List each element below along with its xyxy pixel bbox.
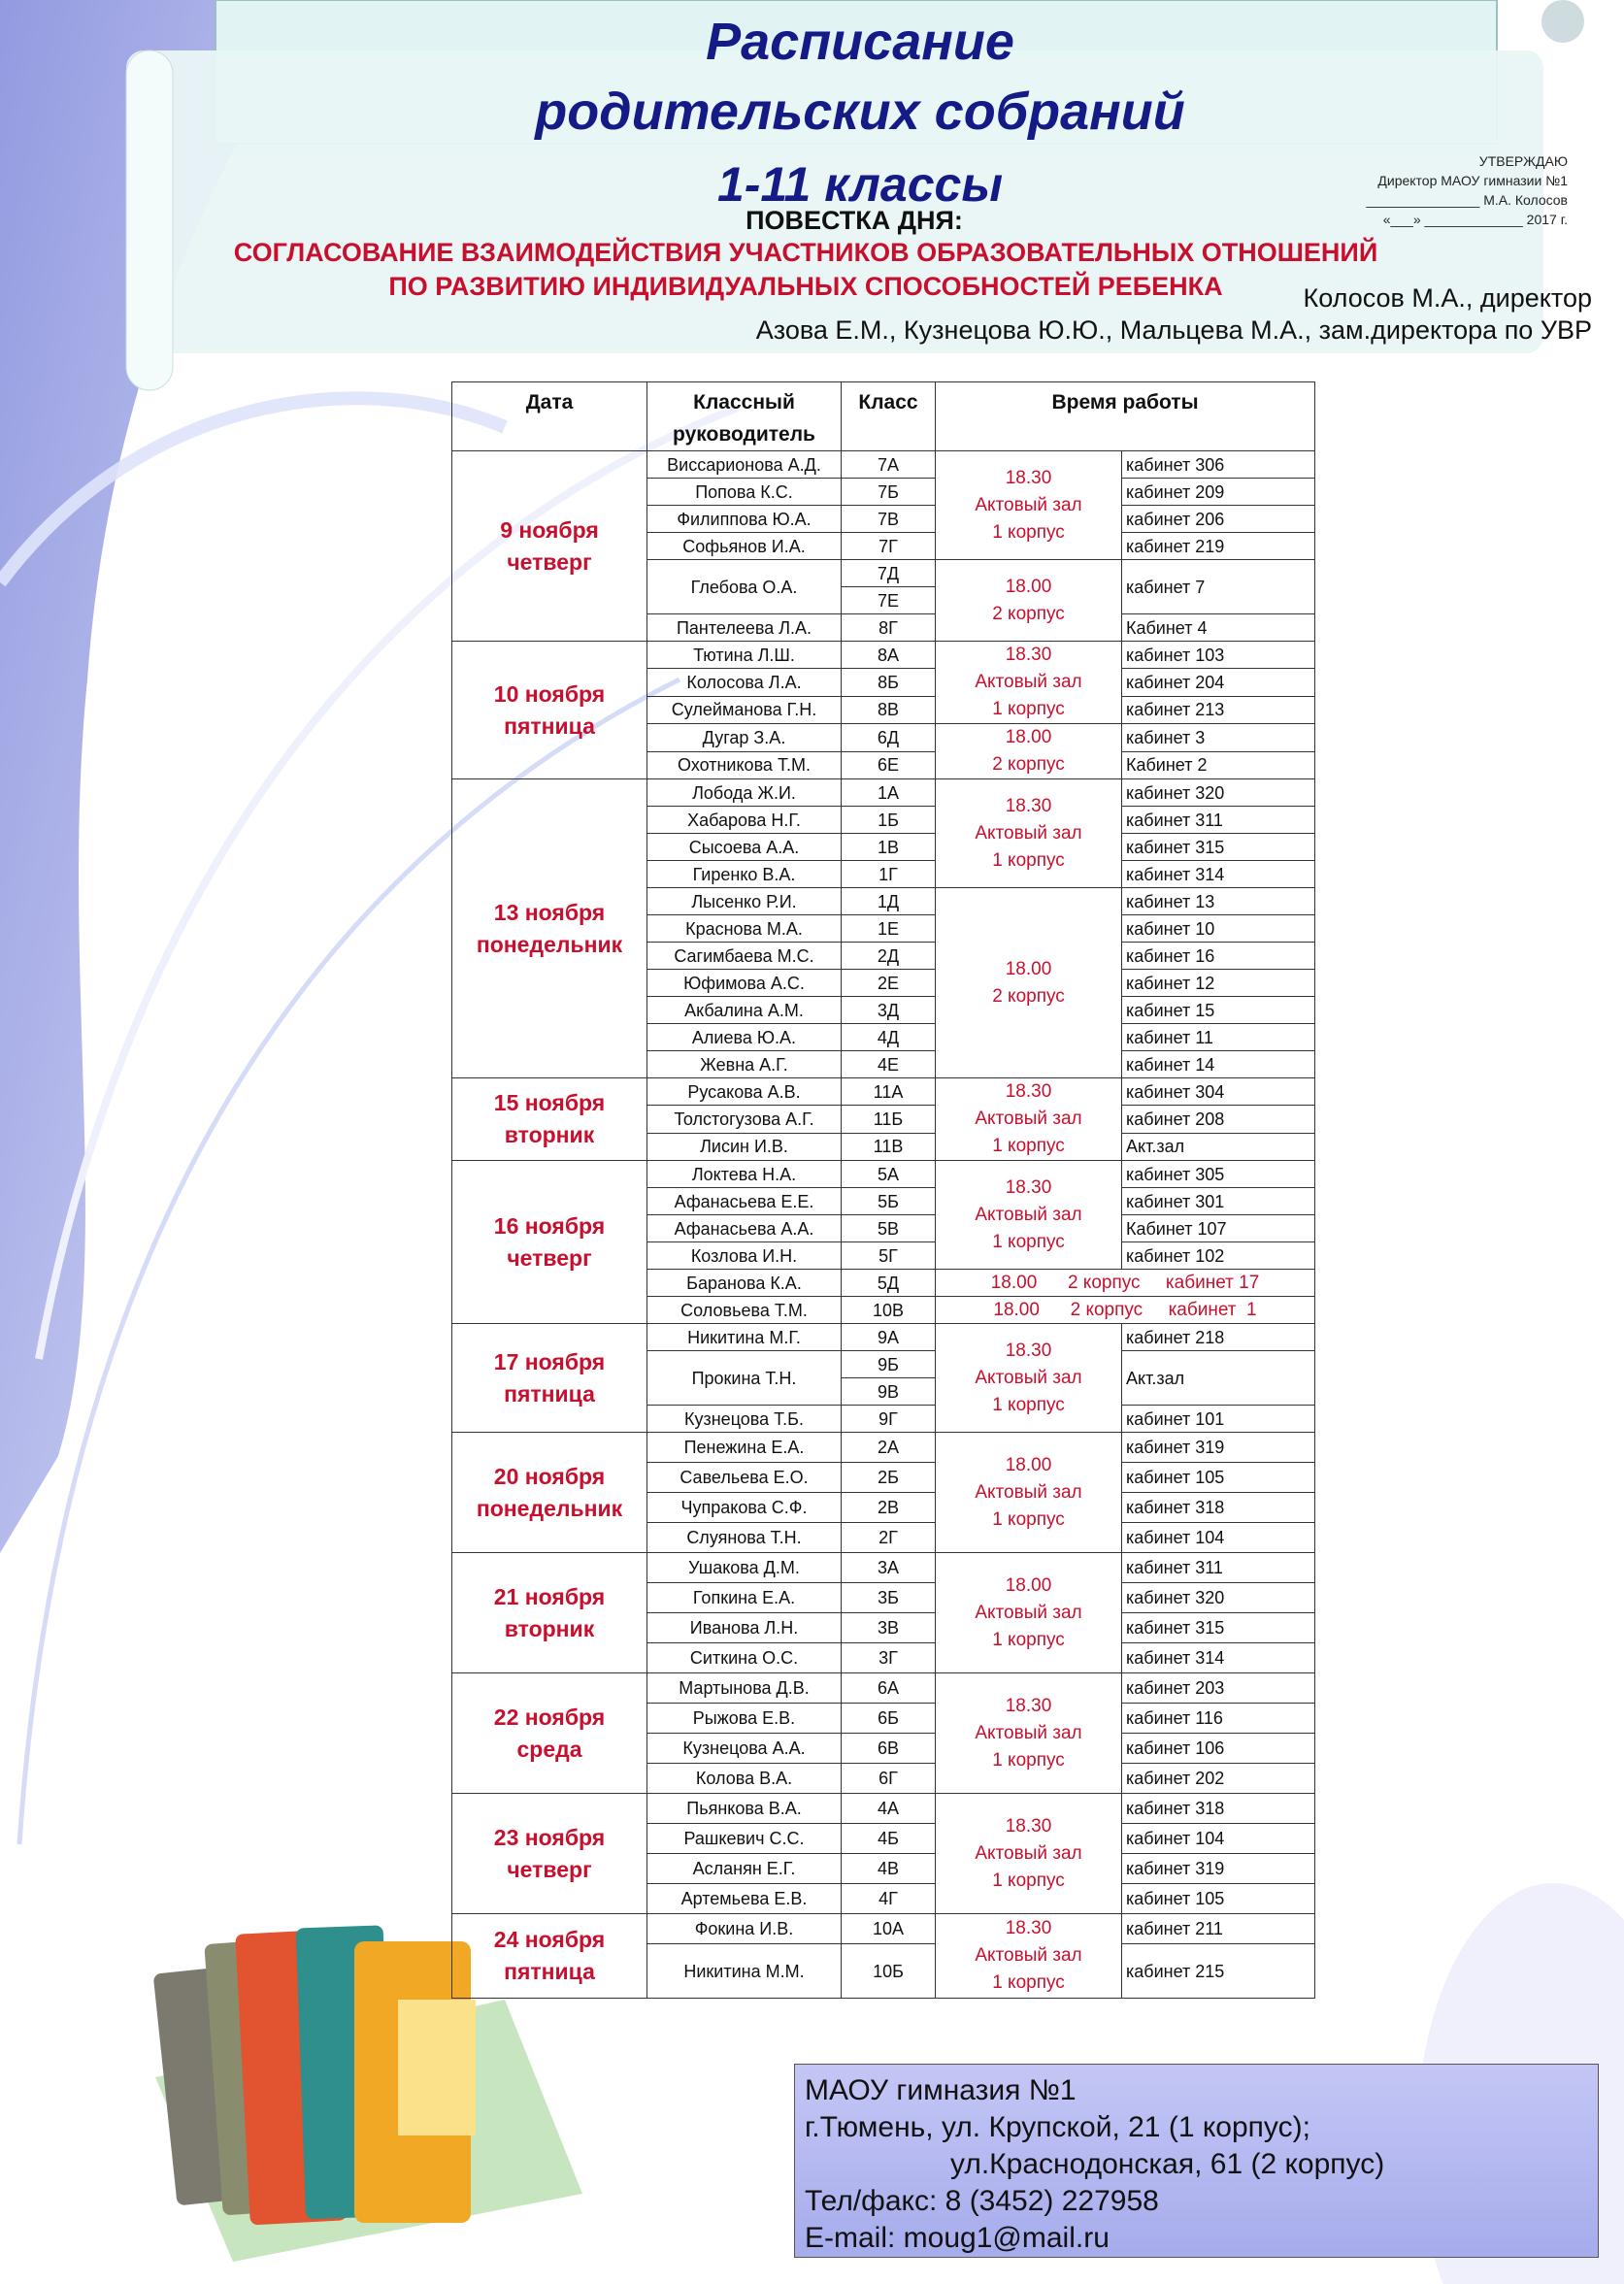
class-cell: 5Г: [842, 1242, 936, 1270]
time-line: Актовый зал: [975, 822, 1082, 844]
time-cell: [936, 451, 1122, 560]
teacher-cell: Артемьева Е.В.: [647, 1884, 842, 1914]
time-line: Актовый зал: [975, 1945, 1082, 1966]
class-cell: 3Г: [842, 1643, 936, 1673]
date-cell: [452, 1161, 647, 1324]
room-cell: Кабинет 2: [1122, 751, 1315, 779]
room-cell: кабинет 318: [1122, 1493, 1315, 1523]
time-line: 18.30: [1005, 1176, 1052, 1198]
weekday-text: понедельник: [476, 1495, 623, 1521]
date-cell: [452, 1324, 647, 1433]
date-text: 13 ноября: [493, 899, 606, 925]
date-cell: [452, 1673, 647, 1794]
header-date: Дата: [452, 382, 647, 451]
time-line: 1 корпус: [992, 699, 1065, 719]
room-cell: кабинет 101: [1122, 1406, 1315, 1433]
address-line-1: г.Тюмень, ул. Крупской, 21 (1 корпус);: [805, 2111, 1310, 2143]
weekday-text: четверг: [507, 548, 592, 575]
class-cell: 11Б: [842, 1106, 936, 1133]
room-cell: кабинет 320: [1122, 1583, 1315, 1613]
title-line-3: 1-11 классы: [716, 157, 1004, 212]
date-text: 15 ноября: [493, 1090, 606, 1115]
room-cell: кабинет 218: [1122, 1324, 1315, 1351]
class-cell: 6А: [842, 1673, 936, 1704]
weekday-text: пятница: [504, 1959, 595, 1984]
approval-line-2: Директор МАОУ гимназии №1: [1377, 173, 1568, 188]
time-line: 2 корпус: [992, 754, 1065, 775]
room-cell: кабинет 105: [1122, 1884, 1315, 1914]
class-cell: 6Г: [842, 1764, 936, 1794]
table-row: [452, 1794, 1315, 1824]
room-cell: кабинет 311: [1122, 807, 1315, 834]
room-cell: кабинет 314: [1122, 1643, 1315, 1673]
class-cell: 4А: [842, 1794, 936, 1824]
class-cell: 7Д: [842, 560, 936, 587]
class-cell: 1Е: [842, 915, 936, 943]
class-cell: 7Г: [842, 533, 936, 560]
teacher-cell: Тютина Л.Ш.: [647, 642, 842, 669]
date-text: 22 ноября: [493, 1704, 606, 1730]
approval-line-1: УТВЕРЖДАЮ: [1478, 153, 1568, 169]
table-row: [452, 779, 1315, 807]
date-text: 21 ноября: [493, 1583, 606, 1609]
class-cell: 3Б: [842, 1583, 936, 1613]
teacher-cell: Савельева Е.О.: [647, 1463, 842, 1493]
weekday-text: вторник: [504, 1615, 595, 1641]
class-cell: 1Б: [842, 807, 936, 834]
class-cell: 2Е: [842, 970, 936, 997]
teacher-cell: Филиппова Ю.А.: [647, 506, 842, 533]
class-cell: 8А: [842, 642, 936, 669]
contact-info-box: [794, 2064, 1599, 2258]
teacher-cell: Никитина М.М.: [647, 1944, 842, 1999]
speaker-director: Колосов М.А., директор: [1303, 283, 1592, 313]
room-cell: кабинет 202: [1122, 1764, 1315, 1794]
teacher-cell: Соловьева Т.М.: [647, 1297, 842, 1324]
room-cell: кабинет 103: [1122, 642, 1315, 669]
room-cell: кабинет 11: [1122, 1024, 1315, 1051]
time-line: Актовый зал: [975, 1722, 1082, 1743]
room-cell: кабинет 12: [1122, 970, 1315, 997]
time-line: 18.30: [1005, 1918, 1052, 1938]
time-line: 2 корпус: [992, 603, 1065, 624]
class-cell: 4Д: [842, 1024, 936, 1051]
teacher-cell: Иванова Л.Н.: [647, 1613, 842, 1643]
date-cell: [452, 1914, 647, 1999]
time-cell: [936, 779, 1122, 888]
table-row: [452, 1324, 1315, 1351]
time-line: 18.30: [1005, 1695, 1052, 1716]
weekday-text: пятница: [504, 712, 595, 739]
date-cell: [452, 642, 647, 779]
teacher-cell: Гопкина Е.А.: [647, 1583, 842, 1613]
teacher-cell: Акбалина А.М.: [647, 997, 842, 1024]
time-cell: [936, 1673, 1122, 1794]
time-line: 1 корпус: [992, 521, 1065, 543]
time-cell: [936, 1433, 1122, 1553]
time-line: 18.30: [1005, 645, 1052, 665]
room-cell: Кабинет 107: [1122, 1215, 1315, 1242]
room-cell: кабинет 213: [1122, 696, 1315, 723]
org-name: МАОУ гимназия №1: [805, 2074, 1077, 2106]
teacher-cell: Попова К.С.: [647, 479, 842, 506]
time-cell: [936, 1324, 1122, 1433]
class-cell: 9В: [842, 1378, 936, 1406]
time-line: Актовый зал: [975, 1602, 1082, 1623]
inline-time-cell: 18.00 2 корпус кабинет 17: [936, 1270, 1315, 1297]
time-line: 1 корпус: [992, 1394, 1065, 1415]
room-cell: кабинет 306: [1122, 451, 1315, 479]
teacher-cell: Козлова И.Н.: [647, 1242, 842, 1270]
class-cell: 6Б: [842, 1704, 936, 1734]
teacher-cell: Ситкина О.С.: [647, 1643, 842, 1673]
teacher-cell: Толстогузова А.Г.: [647, 1106, 842, 1133]
class-cell: 10А: [842, 1914, 936, 1944]
date-text: 9 ноября: [500, 516, 599, 543]
room-cell: кабинет 15: [1122, 997, 1315, 1024]
time-line: 1 корпус: [992, 849, 1065, 871]
room-cell: кабинет 305: [1122, 1161, 1315, 1188]
teacher-cell: Ушакова Д.М.: [647, 1553, 842, 1583]
date-text: 10 ноября: [493, 680, 606, 707]
time-cell: [936, 1161, 1122, 1270]
class-cell: 4Е: [842, 1051, 936, 1078]
time-line: 18.30: [1005, 1815, 1052, 1837]
class-cell: 1А: [842, 779, 936, 807]
approval-line-3: _______________ М.А. Колосов: [1366, 192, 1568, 208]
time-cell: [936, 1553, 1122, 1673]
room-cell: кабинет 206: [1122, 506, 1315, 533]
time-line: 2 корпус: [992, 985, 1065, 1007]
teacher-cell: Сысоева А.А.: [647, 834, 842, 861]
room-cell: кабинет 304: [1122, 1078, 1315, 1106]
room-cell: кабинет 203: [1122, 1673, 1315, 1704]
weekday-text: четверг: [507, 1856, 592, 1882]
table-row: [452, 1161, 1315, 1188]
approval-line-4: «___» _____________ 2017 г.: [1382, 212, 1568, 227]
title-line-1: Расписание: [706, 13, 1014, 71]
table-row: [452, 642, 1315, 669]
table-row: [452, 1914, 1315, 1944]
room-cell: кабинет 314: [1122, 861, 1315, 888]
inline-time-cell: 18.00 2 корпус кабинет 1: [936, 1297, 1315, 1324]
date-cell: [452, 451, 647, 642]
date-cell: [452, 1553, 647, 1673]
phone: Тел/факс: 8 (3452) 227958: [805, 2185, 1159, 2217]
time-cell: [936, 724, 1122, 779]
time-line: 18.30: [1005, 467, 1052, 488]
class-cell: 2Б: [842, 1463, 936, 1493]
teacher-cell: Прокина Т.Н.: [647, 1351, 842, 1406]
time-line: 18.00: [1005, 958, 1052, 979]
date-cell: [452, 1433, 647, 1553]
class-cell: 7Е: [842, 587, 936, 614]
approval-block: [1291, 151, 1568, 229]
teacher-cell: Лисин И.В.: [647, 1133, 842, 1160]
date-text: 24 ноября: [493, 1927, 606, 1952]
table-row: [452, 451, 1315, 479]
class-cell: 5В: [842, 1215, 936, 1242]
teacher-cell: Афанасьева А.А.: [647, 1215, 842, 1242]
class-cell: 1Г: [842, 861, 936, 888]
weekday-text: пятница: [504, 1380, 595, 1407]
date-text: 17 ноября: [493, 1348, 606, 1374]
teacher-cell: Пантелеева Л.А.: [647, 614, 842, 642]
class-cell: 5Б: [842, 1188, 936, 1215]
speaker-deputies: Азова Е.М., Кузнецова Ю.Ю., Мальцева М.А., зам.директора по УВР: [755, 315, 1592, 345]
time-line: 1 корпус: [992, 1136, 1065, 1156]
time-line: Актовый зал: [975, 1204, 1082, 1225]
room-cell: кабинет 116: [1122, 1704, 1315, 1734]
room-cell: кабинет 208: [1122, 1106, 1315, 1133]
teacher-cell: Асланян Е.Г.: [647, 1854, 842, 1884]
email: E-mail: moug1@mail.ru: [805, 2222, 1110, 2254]
teacher-cell: Русакова А.В.: [647, 1078, 842, 1106]
class-cell: 1Д: [842, 888, 936, 915]
teacher-cell: Слуянова Т.Н.: [647, 1523, 842, 1553]
class-cell: 7А: [842, 451, 936, 479]
teacher-cell: Виссарионова А.Д.: [647, 451, 842, 479]
class-cell: 11В: [842, 1133, 936, 1160]
teacher-cell: Алиева Ю.А.: [647, 1024, 842, 1051]
time-cell: [936, 888, 1122, 1078]
date-text: 20 ноября: [493, 1463, 606, 1489]
agenda-line-2: ПО РАЗВИТИЮ ИНДИВИДУАЛЬНЫХ СПОСОБНОСТЕЙ РЕБЕНКА: [388, 272, 1223, 301]
time-line: Актовый зал: [975, 1842, 1082, 1864]
time-line: Актовый зал: [975, 1109, 1082, 1129]
time-line: 1 корпус: [992, 1972, 1065, 1993]
time-line: 18.00: [1005, 1454, 1052, 1475]
room-cell: кабинет 105: [1122, 1463, 1315, 1493]
class-cell: 3Д: [842, 997, 936, 1024]
room-cell: кабинет 14: [1122, 1051, 1315, 1078]
time-line: Актовый зал: [975, 494, 1082, 515]
room-cell: кабинет 315: [1122, 1613, 1315, 1643]
teacher-cell: Локтева Н.А.: [647, 1161, 842, 1188]
room-cell: кабинет 209: [1122, 479, 1315, 506]
schedule-table: [451, 381, 1315, 1999]
class-cell: 6В: [842, 1734, 936, 1764]
teacher-cell: Рашкевич С.С.: [647, 1824, 842, 1854]
class-cell: 7Б: [842, 479, 936, 506]
time-cell: [936, 642, 1122, 724]
class-cell: 11А: [842, 1078, 936, 1106]
time-line: 1 корпус: [992, 1231, 1065, 1252]
teacher-cell: Лысенко Р.И.: [647, 888, 842, 915]
room-cell: кабинет 219: [1122, 533, 1315, 560]
header-time: Время работы: [936, 382, 1315, 451]
teacher-cell: Лобода Ж.И.: [647, 779, 842, 807]
table-row: [452, 1673, 1315, 1704]
teacher-cell: Юфимова А.С.: [647, 970, 842, 997]
room-cell: кабинет 16: [1122, 943, 1315, 970]
header-class: Класс: [842, 382, 936, 451]
time-cell: [936, 1914, 1122, 1999]
class-cell: 2В: [842, 1493, 936, 1523]
time-line: 18.00: [1005, 727, 1052, 747]
time-line: Актовый зал: [975, 672, 1082, 692]
header-teacher: Классный руководитель: [647, 382, 842, 451]
address-line-2: ул.Краснодонская, 61 (2 корпус): [950, 2148, 1385, 2180]
date-cell: [452, 1794, 647, 1914]
room-cell: кабинет 10: [1122, 915, 1315, 943]
time-cell: [936, 560, 1122, 642]
room-cell: Кабинет 4: [1122, 614, 1315, 642]
teacher-cell: Пенежина Е.А.: [647, 1433, 842, 1463]
agenda-line-1: СОГЛАСОВАНИЕ ВЗАИМОДЕЙСТВИЯ УЧАСТНИКОВ ОБРАЗОВАТЕЛЬНЫХ ОТНОШЕНИЙ: [233, 238, 1378, 267]
time-line: 1 корпус: [992, 1870, 1065, 1891]
room-cell: кабинет 7: [1122, 560, 1315, 614]
teacher-cell: Сагимбаева М.С.: [647, 943, 842, 970]
class-cell: 8Б: [842, 669, 936, 696]
time-line: 1 корпус: [992, 1749, 1065, 1771]
teacher-cell: Рыжова Е.В.: [647, 1704, 842, 1734]
room-cell: кабинет 215: [1122, 1944, 1315, 1999]
teacher-cell: Гиренко В.А.: [647, 861, 842, 888]
weekday-text: четверг: [507, 1244, 592, 1271]
class-cell: 10В: [842, 1297, 936, 1324]
class-cell: 2Г: [842, 1523, 936, 1553]
room-cell: кабинет 315: [1122, 834, 1315, 861]
class-cell: 3А: [842, 1553, 936, 1583]
teacher-cell: Софьянов И.А.: [647, 533, 842, 560]
teacher-cell: Краснова М.А.: [647, 915, 842, 943]
room-cell: кабинет 319: [1122, 1433, 1315, 1463]
teacher-cell: Баранова К.А.: [647, 1270, 842, 1297]
room-cell: кабинет 106: [1122, 1734, 1315, 1764]
date-text: 16 ноября: [493, 1212, 606, 1239]
teacher-cell: Дугар З.А.: [647, 724, 842, 752]
class-cell: 8Г: [842, 614, 936, 642]
time-line: 18.30: [1005, 795, 1052, 816]
table-row: [452, 1433, 1315, 1463]
teacher-cell: Кузнецова А.А.: [647, 1734, 842, 1764]
title-line-2: родительских собраний: [535, 83, 1185, 141]
teacher-cell: Сулейманова Г.Н.: [647, 696, 842, 723]
class-cell: 7В: [842, 506, 936, 533]
teacher-cell: Жевна А.Г.: [647, 1051, 842, 1078]
time-line: 18.30: [1005, 1340, 1052, 1361]
class-cell: 3В: [842, 1613, 936, 1643]
time-cell: [936, 1078, 1122, 1161]
class-cell: 6Е: [842, 751, 936, 779]
class-cell: 9А: [842, 1324, 936, 1351]
table-row: [452, 1078, 1315, 1106]
time-cell: [936, 1794, 1122, 1914]
class-cell: 1В: [842, 834, 936, 861]
weekday-text: вторник: [504, 1122, 595, 1147]
weekday-text: среда: [516, 1736, 582, 1762]
room-cell: Акт.зал: [1122, 1351, 1315, 1406]
class-cell: 8В: [842, 696, 936, 723]
time-line: 1 корпус: [992, 1508, 1065, 1530]
room-cell: кабинет 104: [1122, 1523, 1315, 1553]
class-cell: 2А: [842, 1433, 936, 1463]
date-cell: [452, 779, 647, 1078]
class-cell: 5Д: [842, 1270, 936, 1297]
time-line: Актовый зал: [975, 1367, 1082, 1388]
date-cell: [452, 1078, 647, 1161]
teacher-cell: Колова В.А.: [647, 1764, 842, 1794]
time-line: 18.00: [1005, 1574, 1052, 1596]
teacher-cell: Фокина И.В.: [647, 1914, 842, 1944]
room-cell: кабинет 13: [1122, 888, 1315, 915]
room-cell: кабинет 301: [1122, 1188, 1315, 1215]
room-cell: кабинет 204: [1122, 669, 1315, 696]
time-line: 18.30: [1005, 1081, 1052, 1102]
class-cell: 4В: [842, 1854, 936, 1884]
class-cell: 4Г: [842, 1884, 936, 1914]
teacher-cell: Глебова О.А.: [647, 560, 842, 614]
teacher-cell: Колосова Л.А.: [647, 669, 842, 696]
class-cell: 9Г: [842, 1406, 936, 1433]
teacher-cell: Никитина М.Г.: [647, 1324, 842, 1351]
time-line: 18.00: [1005, 576, 1052, 597]
room-cell: кабинет 211: [1122, 1914, 1315, 1944]
teacher-cell: Пьянкова В.А.: [647, 1794, 842, 1824]
teacher-cell: Афанасьева Е.Е.: [647, 1188, 842, 1215]
agenda-label: ПОВЕСТКА ДНЯ:: [746, 206, 963, 235]
date-text: 23 ноября: [493, 1824, 606, 1850]
room-cell: кабинет 3: [1122, 724, 1315, 752]
teacher-cell: Охотникова Т.М.: [647, 751, 842, 779]
room-cell: кабинет 102: [1122, 1242, 1315, 1270]
class-cell: 2Д: [842, 943, 936, 970]
class-cell: 5А: [842, 1161, 936, 1188]
room-cell: кабинет 318: [1122, 1794, 1315, 1824]
room-cell: кабинет 104: [1122, 1824, 1315, 1854]
teacher-cell: Хабарова Н.Г.: [647, 807, 842, 834]
time-line: 1 корпус: [992, 1629, 1065, 1650]
teacher-cell: Мартынова Д.В.: [647, 1673, 842, 1704]
room-cell: Акт.зал: [1122, 1133, 1315, 1160]
weekday-text: понедельник: [476, 931, 623, 957]
class-cell: 10Б: [842, 1944, 936, 1999]
room-cell: кабинет 320: [1122, 779, 1315, 807]
time-line: Актовый зал: [975, 1481, 1082, 1503]
teacher-cell: Кузнецова Т.Б.: [647, 1406, 842, 1433]
table-row: [452, 1553, 1315, 1583]
class-cell: 9Б: [842, 1351, 936, 1378]
teacher-cell: Чупракова С.Ф.: [647, 1493, 842, 1523]
class-cell: 4Б: [842, 1824, 936, 1854]
room-cell: кабинет 319: [1122, 1854, 1315, 1884]
room-cell: кабинет 311: [1122, 1553, 1315, 1583]
class-cell: 6Д: [842, 724, 936, 752]
